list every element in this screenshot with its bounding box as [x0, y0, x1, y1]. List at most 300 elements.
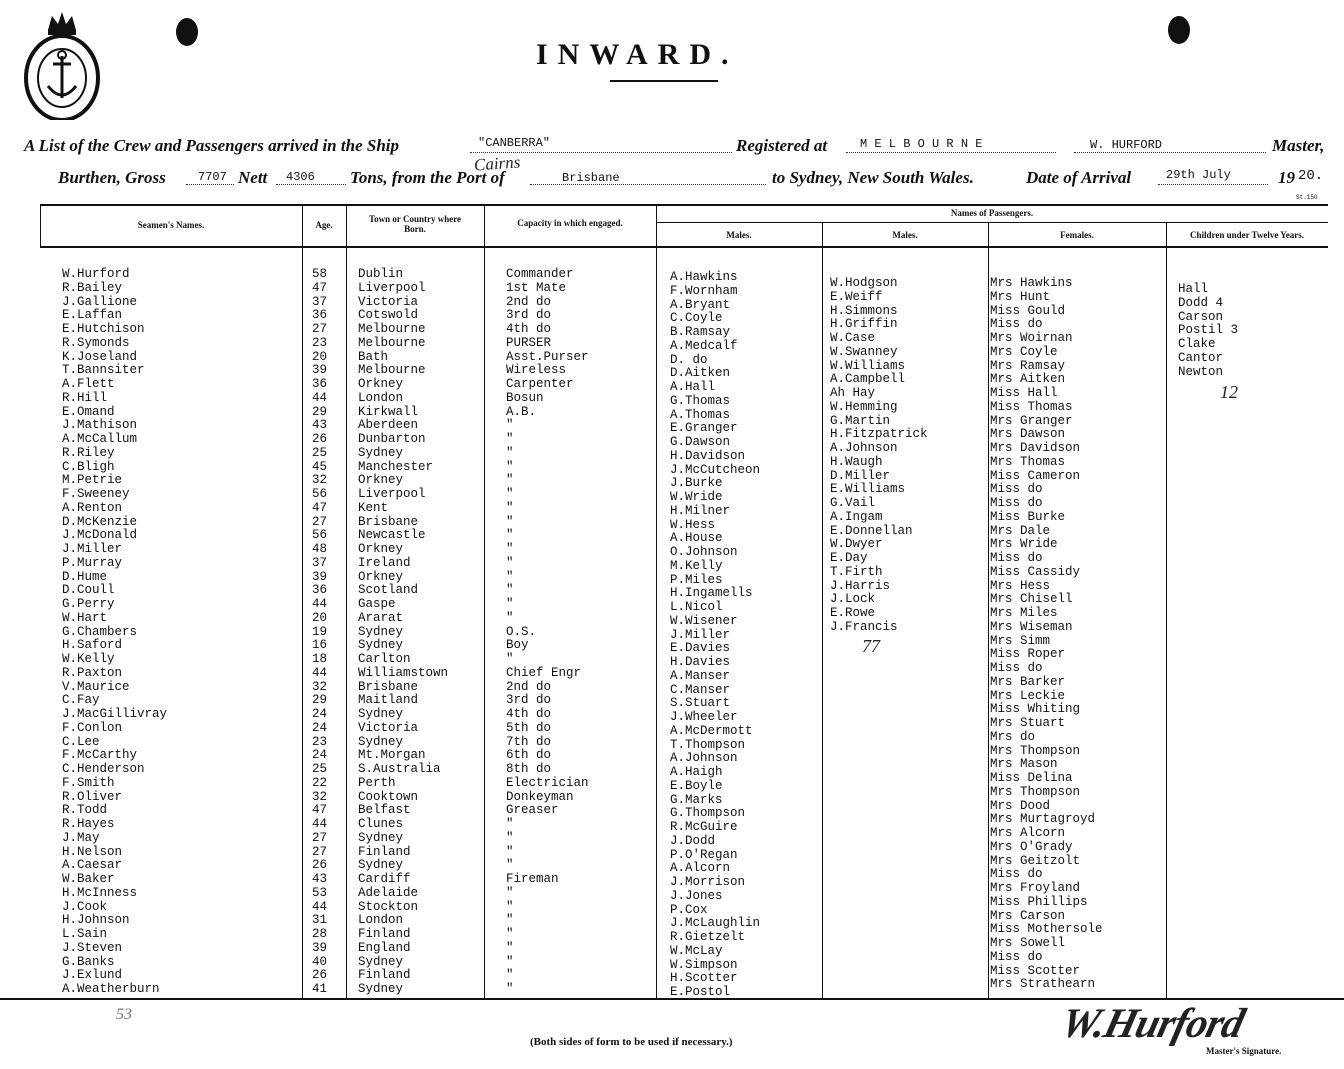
seaman-birthplace: Liverpool	[358, 487, 426, 501]
female-passenger-name: Miss Scotter	[990, 963, 1081, 978]
seaman-age: 18	[312, 652, 328, 666]
registered-port: M E L B O U R N E	[860, 137, 983, 151]
seaman-name: F.Conlon	[62, 720, 123, 735]
seaman-name: D.Coull	[62, 583, 115, 598]
seaman-name: E.Hutchison	[62, 322, 145, 336]
seaman-age: 23	[312, 734, 328, 749]
seaman-capacity: Fireman	[506, 872, 559, 886]
female-passenger-name: Miss Burke	[990, 509, 1066, 524]
seaman-name: J.Steven	[62, 940, 123, 955]
tons-from-port-label: Tons, from the Port of	[350, 168, 505, 187]
seaman-capacity: "	[506, 597, 514, 611]
female-passenger-name: Mrs Barker	[990, 674, 1066, 689]
female-passenger-name: Miss Whiting	[990, 702, 1081, 717]
seaman-age: 47	[312, 803, 328, 818]
seaman-birthplace: Brisbane	[358, 679, 419, 694]
female-passenger-name: Mrs Thomas	[990, 454, 1066, 469]
male-passenger-name: W.Wride	[670, 490, 723, 504]
male-passenger-name: T.Firth	[830, 564, 883, 579]
seaman-age: 43	[312, 872, 328, 886]
seaman-capacity: 3rd do	[506, 308, 552, 323]
seaman-birthplace: Cooktown	[358, 789, 419, 804]
male-passenger-name: F.Wornham	[670, 283, 738, 298]
seaman-capacity: 3rd do	[506, 693, 552, 708]
seaman-name: V.Maurice	[62, 679, 130, 694]
male-passenger-name: G.Thompson	[670, 806, 746, 821]
seaman-age: 27	[312, 844, 328, 859]
female-passenger-name: Mrs Carson	[990, 908, 1066, 923]
seaman-name: G.Perry	[62, 597, 115, 611]
seaman-capacity: Asst.Purser	[506, 349, 589, 364]
seaman-name: R.Bailey	[62, 280, 123, 295]
col-head-seamen: Seamen's Names.	[137, 220, 205, 230]
seaman-capacity: "	[506, 968, 514, 983]
female-passenger-name: Miss do	[990, 496, 1043, 510]
seaman-age: 37	[312, 294, 328, 309]
male-passenger-name: A.House	[670, 531, 723, 546]
male-passenger-name: H.Milner	[670, 503, 731, 518]
male-passenger-name: J.Miller	[670, 627, 731, 642]
seaman-age: 44	[312, 597, 328, 611]
col-head-males2: Males.	[892, 230, 918, 240]
seaman-age: 45	[312, 459, 328, 474]
child-passenger-name: Hall	[1178, 282, 1209, 296]
seaman-name: W.Baker	[62, 872, 115, 886]
seaman-name: A.Flett	[62, 377, 115, 391]
seaman-birthplace: Sydney	[358, 954, 404, 969]
table-header-bottom	[40, 246, 1328, 248]
male-passenger-name: J.McCutcheon	[670, 462, 761, 477]
male-passenger-name: A.Thomas	[670, 407, 731, 422]
seaman-birthplace: Aberdeen	[358, 418, 419, 433]
male-passenger-name: E.Postol	[670, 985, 731, 999]
female-passenger-name: Miss Mothersole	[990, 922, 1103, 937]
arrival-year-suffix: 20.	[1298, 168, 1324, 184]
male-passenger-name: A.Ingam	[830, 509, 883, 524]
seaman-capacity: "	[506, 583, 514, 598]
seaman-age: 32	[312, 473, 328, 488]
seaman-name: J.May	[62, 830, 100, 845]
arrival-date-line	[1158, 184, 1268, 185]
seaman-name: P.Murray	[62, 555, 123, 570]
seaman-name: C.Fay	[62, 693, 100, 708]
seaman-age: 32	[312, 789, 328, 804]
seaman-name: F.McCarthy	[62, 748, 138, 763]
male-passenger-name: S.Stuart	[670, 696, 731, 711]
seaman-name: J.McDonald	[62, 528, 138, 543]
seaman-age: 56	[312, 487, 328, 501]
seaman-birthplace: Stockton	[358, 899, 419, 914]
seaman-capacity: 5th do	[506, 720, 552, 735]
signature-label: Master's Signature.	[1206, 1046, 1282, 1056]
col-head-children: Children under Twelve Years.	[1189, 230, 1304, 240]
female-passenger-name: Mrs Coyle	[990, 344, 1058, 359]
male-passenger-name: D. do	[670, 352, 708, 367]
seaman-birthplace: Ararat	[358, 610, 404, 625]
female-passenger-name: Miss do	[990, 949, 1043, 964]
female-passenger-name: Mrs Hunt	[990, 289, 1051, 304]
seaman-name: R.Todd	[62, 803, 108, 818]
seaman-name: R.Oliver	[62, 789, 123, 804]
seaman-birthplace: Ireland	[358, 555, 411, 570]
female-passenger-name: Mrs Froyland	[990, 881, 1081, 895]
master-signature: W.Hurford	[1056, 1001, 1249, 1047]
seaman-name: C.Lee	[62, 734, 100, 749]
from-port: Brisbane	[562, 171, 620, 185]
male-passenger-name: H.Griffin	[830, 317, 898, 332]
gross-tonnage: 7707	[198, 170, 227, 184]
seaman-birthplace: Orkney	[358, 569, 404, 584]
col-head-passengers: Names of Passengers.	[950, 208, 1034, 218]
male-passenger-name: W.Swanney	[830, 344, 898, 359]
seaman-capacity: Commander	[506, 267, 574, 281]
seaman-age: 44	[312, 899, 328, 914]
male-passenger-name: W.McLay	[670, 943, 723, 958]
male-passenger-name: H.Scotter	[670, 971, 738, 986]
male-passenger-name: P.O'Regan	[670, 847, 738, 862]
punch-hole-left	[176, 18, 198, 46]
child-passenger-name: Carson	[1178, 309, 1224, 324]
seaman-name: H.McInness	[62, 885, 138, 900]
female-passenger-name: Mrs Mason	[990, 757, 1058, 772]
seaman-age: 27	[312, 322, 328, 336]
seaman-birthplace: Clunes	[358, 817, 404, 831]
male-passenger-name: C.Coyle	[670, 311, 723, 326]
female-passenger-name: Mrs Miles	[990, 606, 1058, 620]
seaman-age: 23	[312, 335, 328, 350]
birthplace-column	[358, 268, 448, 997]
female-passenger-name: Mrs Woirnan	[990, 331, 1073, 345]
page-title: INWARD.	[536, 38, 739, 71]
male-passenger-name: A.Johnson	[830, 441, 898, 455]
male-passenger-name: W.Hodgson	[830, 276, 898, 290]
seaman-capacity: Greaser	[506, 803, 559, 818]
male-passenger-name: J.Francis	[830, 619, 898, 634]
female-passenger-name: Mrs Aitken	[990, 372, 1066, 387]
seaman-capacity: 7th do	[506, 734, 552, 749]
seaman-age: 19	[312, 624, 328, 639]
title-rule	[610, 80, 718, 82]
seaman-name: R.Hill	[62, 390, 108, 405]
seaman-name: A.McCallum	[62, 432, 138, 446]
nett-tonnage: 4306	[286, 170, 315, 184]
seaman-capacity: "	[506, 445, 514, 460]
seaman-age: 24	[312, 720, 328, 735]
seaman-name: K.Joseland	[62, 349, 138, 364]
seaman-name: R.Paxton	[62, 665, 123, 680]
seaman-age: 44	[312, 817, 328, 831]
seaman-age: 47	[312, 280, 328, 295]
seaman-capacity: "	[506, 940, 514, 955]
arrival-day: 29th July	[1166, 168, 1231, 182]
seaman-birthplace: Cotswold	[358, 308, 419, 323]
female-passenger-name: Mrs Wride	[990, 537, 1058, 552]
seaman-name: W.Kelly	[62, 652, 115, 666]
seaman-age: 40	[312, 954, 328, 969]
seaman-birthplace: Melbourne	[358, 335, 426, 350]
seaman-capacity: "	[506, 913, 514, 928]
seaman-birthplace: Sydney	[358, 638, 404, 653]
female-passenger-name: Mrs do	[990, 729, 1036, 744]
seaman-birthplace: Orkney	[358, 542, 404, 556]
seaman-capacity: "	[506, 899, 514, 914]
male-passenger-name: A.Manser	[670, 668, 731, 683]
female-passenger-name: Mrs Chisell	[990, 592, 1073, 607]
child-passenger-name: Newton	[1178, 364, 1224, 379]
seaman-name: W.Hart	[62, 610, 108, 625]
seaman-age: 36	[312, 583, 328, 598]
female-passenger-name: Mrs Ramsay	[990, 358, 1066, 373]
seaman-birthplace: Sydney	[358, 858, 404, 873]
males2-total: 77	[862, 636, 880, 656]
col-divider-children	[1166, 222, 1167, 998]
seaman-capacity: "	[506, 610, 514, 625]
seaman-capacity: "	[506, 844, 514, 859]
seaman-name: T.Bannsiter	[62, 363, 145, 378]
seaman-capacity: A.B.	[506, 404, 537, 419]
registered-label: Registered at	[736, 136, 828, 155]
seaman-birthplace: Gaspe	[358, 597, 396, 611]
seaman-capacity: Wireless	[506, 363, 567, 378]
male-passenger-name: W.Simpson	[670, 957, 738, 972]
seaman-capacity: PURSER	[506, 335, 552, 350]
male-passenger-name: G.Marks	[670, 792, 723, 807]
seaman-name: C.Henderson	[62, 762, 145, 776]
female-passenger-name: Miss Gould	[990, 303, 1066, 318]
child-passenger-name: Postil 3	[1178, 323, 1239, 338]
seaman-birthplace: Sydney	[358, 445, 404, 460]
female-passenger-name: Miss Delina	[990, 771, 1073, 785]
seaman-age: 16	[312, 638, 328, 653]
seaman-capacity: 8th do	[506, 762, 552, 776]
male-passenger-name: H.Waugh	[830, 454, 883, 469]
seaman-age: 44	[312, 390, 328, 405]
female-passenger-name: Mrs Hawkins	[990, 276, 1073, 290]
seaman-birthplace: London	[358, 913, 404, 928]
male-passenger-name: G.Thomas	[670, 393, 731, 408]
seaman-birthplace: Finland	[358, 927, 411, 941]
seaman-age: 27	[312, 830, 328, 845]
seaman-birthplace: Newcastle	[358, 528, 426, 543]
seaman-capacity: Bosun	[506, 390, 544, 405]
male-passenger-name: G.Vail	[830, 496, 876, 510]
male-passenger-name: J.Dodd	[670, 833, 716, 848]
seaman-name: A.Renton	[62, 500, 123, 515]
seaman-name: R.Symonds	[62, 335, 130, 350]
male-passenger-name: M.Kelly	[670, 558, 723, 573]
seaman-capacity: 1st Mate	[506, 280, 567, 295]
male-passenger-name: E.Granger	[670, 421, 738, 436]
seaman-capacity: Chief Engr	[506, 665, 582, 680]
male-passenger-name: Ah Hay	[830, 386, 876, 400]
male-passenger-name: H.Davies	[670, 655, 731, 669]
seaman-capacity: "	[506, 432, 514, 446]
female-passenger-name: Mrs Dale	[990, 523, 1051, 538]
male-passenger-name: H.Simmons	[830, 303, 898, 318]
seaman-capacity: "	[506, 954, 514, 969]
seaman-age: 27	[312, 514, 328, 529]
seaman-age: 39	[312, 569, 328, 584]
seaman-name: C.Bligh	[62, 459, 115, 474]
seaman-capacity: "	[506, 858, 514, 873]
seaman-capacity: 6th do	[506, 748, 552, 763]
seaman-birthplace: Mt.Morgan	[358, 748, 426, 763]
crew-total: 53	[116, 1006, 132, 1023]
seaman-birthplace: Sydney	[358, 734, 404, 749]
male-passenger-name: J.Morrison	[670, 875, 746, 889]
seaman-name: F.Sweeney	[62, 487, 130, 501]
seaman-age: 47	[312, 500, 328, 515]
col-head-age: Age.	[315, 220, 333, 230]
seaman-capacity: 2nd do	[506, 679, 552, 694]
seaman-capacity: 4th do	[506, 707, 552, 721]
seaman-birthplace: S.Australia	[358, 762, 441, 776]
male-passenger-name: L.Nicol	[670, 600, 723, 614]
seaman-name: M.Petrie	[62, 473, 123, 488]
ship-name: "CANBERRA"	[478, 136, 551, 150]
male-passenger-name: E.Rowe	[830, 606, 876, 620]
male-passenger-name: P.Cox	[670, 902, 708, 917]
female-passenger-name: Mrs Simm	[990, 633, 1051, 648]
child-passenger-name: Cantor	[1178, 350, 1224, 365]
female-passenger-name: Mrs Leckie	[990, 688, 1066, 703]
seaman-name: D.Hume	[62, 569, 108, 584]
seaman-birthplace: Belfast	[358, 803, 411, 818]
male-passenger-name: A.Medcalf	[670, 338, 738, 353]
seaman-age: 39	[312, 940, 328, 955]
capacity-column	[506, 268, 589, 997]
male-passenger-name: E.Boyle	[670, 778, 723, 793]
seaman-name: J.Cook	[62, 899, 108, 914]
female-passenger-name: Mrs O'Grady	[990, 839, 1073, 854]
child-passenger-name: Dodd 4	[1178, 295, 1224, 310]
male-passenger-name: W.Hemming	[830, 399, 898, 414]
male-passenger-name: D.Aitken	[670, 366, 731, 381]
male-passenger-name: C.Manser	[670, 682, 731, 697]
seaman-age: 56	[312, 528, 328, 543]
male-passenger-name: E.Weiff	[830, 289, 883, 304]
seaman-capacity: O.S.	[506, 624, 537, 639]
seaman-birthplace: Carlton	[358, 652, 411, 666]
col-head-males1: Males.	[726, 230, 752, 240]
male-passenger-name: G.Dawson	[670, 435, 731, 449]
children-total: 12	[1220, 382, 1238, 402]
seaman-birthplace: Victoria	[358, 294, 419, 309]
male-passenger-name: J.Burke	[670, 476, 723, 491]
female-passenger-name: Miss Hall	[990, 386, 1058, 400]
footer-note: (Both sides of form to be used if necessary.)	[530, 1036, 733, 1048]
female-passenger-name: Miss Thomas	[990, 399, 1073, 414]
seaman-name: H.Nelson	[62, 844, 123, 859]
seaman-birthplace: Finland	[358, 968, 411, 983]
seaman-age: 29	[312, 693, 328, 708]
seaman-age: 20	[312, 349, 328, 364]
seaman-capacity: "	[506, 528, 514, 543]
female-passenger-name: Miss do	[990, 661, 1043, 675]
seaman-capacity: "	[506, 569, 514, 584]
female-passenger-name: Miss do	[990, 867, 1043, 882]
female-passenger-name: Mrs Granger	[990, 413, 1073, 428]
seaman-name: R.Hayes	[62, 817, 115, 831]
male-passenger-name: J.McLaughlin	[670, 916, 761, 931]
male-passenger-name: A.Haigh	[670, 765, 723, 779]
seamen-names-column	[62, 268, 167, 997]
seaman-name: A.Caesar	[62, 858, 123, 873]
seaman-name: H.Johnson	[62, 913, 130, 928]
seaman-age: 53	[312, 885, 328, 900]
male-passenger-name: W.Dwyer	[830, 537, 883, 552]
seaman-age: 26	[312, 968, 328, 983]
seaman-birthplace: Liverpool	[358, 280, 426, 295]
male-passenger-name: G.Martin	[830, 413, 891, 428]
master-name-line	[1074, 152, 1266, 153]
female-passenger-name: Miss do	[990, 482, 1043, 497]
male-passenger-name: R.Gietzelt	[670, 930, 746, 944]
seaman-birthplace: Melbourne	[358, 322, 426, 336]
seaman-name: E.Omand	[62, 404, 115, 419]
seaman-birthplace: England	[358, 940, 411, 955]
shipping-masters-seal	[22, 8, 102, 120]
children-column	[1178, 283, 1238, 379]
seaman-birthplace: London	[358, 390, 404, 405]
seaman-capacity: "	[506, 885, 514, 900]
seaman-age: 24	[312, 707, 328, 721]
seaman-birthplace: Orkney	[358, 377, 404, 391]
seaman-capacity: "	[506, 652, 514, 666]
seaman-birthplace: Bath	[358, 349, 389, 364]
date-of-arrival-label: Date of Arrival	[1026, 168, 1132, 187]
male-passenger-name: A.McDermott	[670, 723, 753, 738]
seaman-birthplace: Melbourne	[358, 363, 426, 378]
seaman-age: 26	[312, 858, 328, 873]
male-passenger-name: E.Donnellan	[830, 523, 913, 538]
seaman-name: W.Hurford	[62, 267, 130, 281]
seaman-birthplace: Sydney	[358, 624, 404, 639]
seaman-age: 58	[312, 267, 328, 281]
to-sydney-label: to Sydney, New South Wales.	[772, 168, 974, 187]
male-passenger-name: E.Day	[830, 551, 868, 565]
seaman-age: 22	[312, 775, 328, 790]
col-head-capacity: Capacity in which engaged.	[517, 218, 623, 228]
female-passenger-name: Mrs Dawson	[990, 427, 1066, 442]
male-passenger-name: H.Davidson	[670, 448, 746, 463]
seaman-birthplace: Sydney	[358, 982, 404, 996]
seaman-capacity: Carpenter	[506, 377, 574, 391]
female-passenger-name: Mrs Thompson	[990, 784, 1081, 799]
seaman-name: J.Mathison	[62, 418, 138, 433]
seaman-capacity: Boy	[506, 638, 529, 653]
seaman-capacity: 4th do	[506, 322, 552, 336]
seaman-name: R.Riley	[62, 445, 115, 460]
seaman-capacity: "	[506, 817, 514, 831]
female-passenger-name: Mrs Thompson	[990, 743, 1081, 758]
seaman-birthplace: Dunbarton	[358, 432, 426, 446]
seaman-name: J.Gallione	[62, 294, 138, 309]
seaman-capacity: Donkeyman	[506, 789, 574, 804]
punch-hole-right	[1168, 16, 1190, 44]
male-passenger-name: O.Johnson	[670, 545, 738, 559]
seaman-age: 25	[312, 762, 328, 776]
seaman-birthplace: Dublin	[358, 267, 404, 281]
seaman-birthplace: Victoria	[358, 720, 419, 735]
seaman-name: L.Sain	[62, 927, 108, 941]
form-number: St.150	[1296, 194, 1318, 201]
col-divider-born	[346, 204, 347, 998]
male-passenger-name: D.Miller	[830, 468, 891, 483]
seaman-birthplace: Manchester	[358, 459, 434, 474]
seaman-birthplace: Williamstown	[358, 665, 449, 680]
female-passenger-name: Miss Cameron	[990, 468, 1081, 483]
